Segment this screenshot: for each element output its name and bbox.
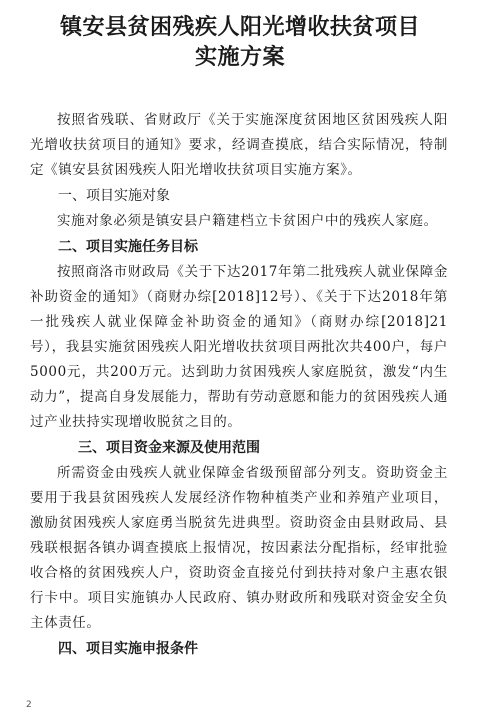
document-title-line2: 实施方案 [194, 44, 285, 70]
intro-paragraph: 按照省残联、省财政厅《关于实施深度贫困地区贫困残疾人阳光增收扶贫项目的通知》要求，经调查摸底，结合实际情况，特制定《镇安县贫困残疾人阳光增收扶贫项目实施方案》。 [30, 112, 448, 178]
section-1-heading: 一、项目实施对象 [58, 188, 170, 204]
document-title-line1: 镇安县贫困残疾人阳光增收扶贫项目 [59, 14, 420, 40]
page-number: 2 [26, 700, 32, 710]
section-4-heading: 四、项目实施申报条件 [58, 641, 198, 657]
section-3-paragraph: 所需资金由残疾人就业保障金省级预留部分列支。资助资金主要用于我县贫困残疾人发展经济作物种植类产业和养殖产业项目，激励贫困残疾人家庭勇当脱贫先进典型。资助资金由县财政局、县残联根据各镇办调查摸底上报情况，按因素法分配指标，经审批验收合格的贫困残疾人户，资助资金直接兑付到扶持对象户主惠农银行卡中。项目实施镇办人民政府、镇办财政所和残联对资金安全负主体责任。 [30, 465, 448, 631]
section-2-heading: 二、项目实施任务目标 [58, 239, 198, 255]
section-2-paragraph: 按照商洛市财政局《关于下达2017年第二批残疾人就业保障金补助资金的通知》（商财办综[2018]12号）、《关于下达2018年第一批残疾人就业保障金补助资金的通知》（商财办综[2018]21号），我县实施贫困残疾人阳光增收扶贫项目两批次共400户，每户5000元，共200万元。达到助力贫困残疾人家庭脱贫，激发“内生动力”，提高自身发展能力，帮助有劳动意愿和能力的贫困残疾人通过产业扶持实现增收脱贫之目的。 [30, 264, 448, 430]
section-1-paragraph: 实施对象必须是镇安县户籍建档立卡贫困户中的残疾人家庭。 [57, 213, 438, 229]
section-3-heading: 三、项目资金来源及使用范围 [78, 440, 260, 456]
document-body [0, 108, 480, 662]
